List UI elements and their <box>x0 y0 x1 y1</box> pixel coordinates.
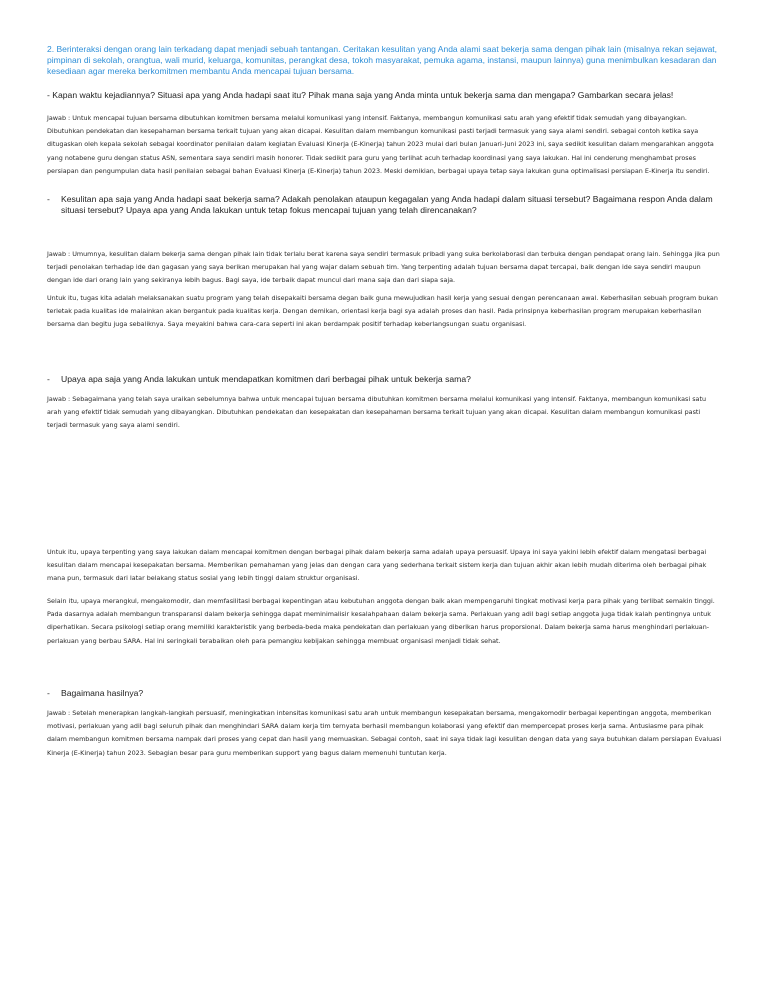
answer-efforts-part-3: Selain itu, upaya merangkul, mengakomodir, dan memfasilitasi berbagai kepentingan atau kebutuhan anggota dengan baik akan mempengaruhi tingkat motivasi kerja para pihak yang terlibat semakin tinggi. Pada dasarnya adalah membangun transparansi dalam bekerja sehingga dapat meminimalisir kesalahpahaan dalam bekerja sama. Perlakuan yang adil bagi setiap anggota juga tidak kalah pentingnya untuk diperhatikan. Secara psikologi setiap orang memiliki karakteristik yang berbeda-beda maka pendekatan dan perlakuan yang diberikan harus proporsional. Dalam bekerja sama harus menghindari perlakuan-perlakuan yang berbau SARA. Hal ini seringkali terabaikan oleh para pemangku kebijakan sehingga membuat organisasi menjadi tidak sehat. <box>47 597 715 645</box>
question-2-heading: 2. Berinteraksi dengan orang lain terkadang dapat menjadi sebuah tantangan. Ceritakan kesulitan yang Anda alami saat bekerja sama dengan pihak lain (misalnya rekan sejawat, pimpinan di sekolah, orangtua, wali murid, keluarga, komunitas, perangkat desa, tokoh masyarakat, pemuka agama, instansi, maupun lainnya) guna menimbulkan kesadaran dan kesediaan agar mereka berkomitmen membantu Anda mencapai tujuan bersama. <box>47 44 718 77</box>
answer-difficulties-part-1: Jawab : Umumnya, kesulitan dalam bekerja sama dengan pihak lain tidak terlalu berat karena saya sendiri termasuk pribadi yang suka berkolaborasi dan terbuka dengan pendapat orang lain. Sehingga jika pun terjadi penolakan terhadap ide dan gagasan yang saya berikan merupakan hal yang wajar dalam sebuah tim. Yang terpenting adalah tujuan bersama dapat tercapai, baik dengan ide saya sendiri maupun dengan ide dari orang lain yang sekiranya lebih bagus. Bagi saya, ide terbaik dapat muncul dari mana saja dan dari siapa saja. <box>47 250 720 285</box>
bullet-dash: - <box>47 194 50 204</box>
question-efforts <box>47 374 727 385</box>
question-when: - Kapan waktu kejadiannya? Situasi apa yang Anda hadapi saat itu? Pihak mana saja yang Anda minta untuk bekerja sama dan mengapa? Gambarkan secara jelas! <box>47 90 674 100</box>
answer-efforts-part-1: Jawab : Sebagaimana yang telah saya uraikan sebelumnya bahwa untuk mencapai tujuan bersama dibutuhkan komitmen bersama melalui komunikasi yang intensif. Faktanya, membangun komunikasi satu arah yang efektif tidak semudah yang dibayangkan. Dibutuhkan pendekatan dan kesepakatan dan kesepahaman bersama terkait tujuan yang akan dicapai. Kesulitan dalam membangun komunikasi pasti terjadi termasuk yang saya alami sendiri. <box>47 395 706 430</box>
question-result <box>47 688 727 699</box>
answer-difficulties-part-2: Untuk itu, tugas kita adalah melaksanakan suatu program yang telah disepakaiti bersama degan baik guna mewujudkan hasil kerja yang sesuai dengan perencanaan awal. Keberhasilan sebuah program bukan terletak pada kualitas ide malainkan akan bergantuk pada kualitas kerja. Dengan demikan, orientasi kerja bagi sya adalah proses dan hasil. Pada prinsipnya keberhasilan program merupakan keberhasilan bersama dan begitu juga sebaliknya. Saya meyakini bahwa cara-cara seperti ini akan berdampak positif terhadap keberlangsungan suatu organisasi. <box>47 294 718 329</box>
answer-efforts-part-2: Untuk itu, upaya terpenting yang saya lakukan dalam mencapai komitmen dengan berbagai pihak dalam bekerja sama adalah upaya persuasif. Upaya ini saya yakini lebih efektif dalam mengatasi berbagai kesulitan dalam mencapai kesepakatan bersama. Memberikan pemahaman yang jelas dan dengan cara yang sederhana terkait sistem kerja dan tujuan akhir akan lebih mudah diterima oleh berbagai pihak mana pun, termasuk dari latar belakang status sosial yang lebih tinggi dalam struktur organisasi. <box>47 548 707 583</box>
bullet-dash: - <box>47 688 50 698</box>
question-efforts-text: Upaya apa saja yang Anda lakukan untuk mendapatkan komitmen dari berbagai pihak untuk bekerja sama? <box>61 374 471 384</box>
answer-result: Jawab : Setelah menerapkan langkah-langkah persuasif, meningkatkan intensitas komunikasi satu arah untuk membangun kesepakatan bersama, mengakomodir berbagai kepentingan anggota, memberikan motivasi, perlakuan yang adil bagi seluruh pihak dan menghindari SARA dalam kerja tim ternyata berhasil membangun kolaborasi yang efektif dan mempercepat proses kerja sama. Antusiasme para pihak dalam membangun komitmen bersama nampak dari proses yang cepat dan hasil yang memuaskan. Sebagai contoh, saat ini saya tidak lagi kesulitan dengan data yang saya butuhkan dalam persiapan Evaluasi Kinerja (E-Kinerja) tahun 2023. Sebagian besar para guru memberikan support yang bagus dalam memenuhi tuntutan kerja. <box>47 709 722 757</box>
bullet-dash: - <box>47 374 50 384</box>
question-difficulties <box>47 194 727 217</box>
question-result-text: Bagaimana hasilnya? <box>61 688 144 698</box>
answer-when: Jawab : Untuk mencapai tujuan bersama dibutuhkan komitmen bersama melalui komunikasi yang intensif. Faktanya, membangun komunikasi satu arah yang efektif tidak semudah yang dibayangkan. Dibutuhkan pendekatan dan kesepahaman bersama terkait tujuan yang akan dicapai. Kesulitan dalam membangun komunikasi pasti terjadi termasuk yang saya alami sendiri. sebagai contoh ketika saya ditugaskan oleh kepala sekolah sebagai koordinator penilaian dalam kegiatan Evaluasi Kinerja (E-Kinerja) tahun 2023 mulai dari bulan Januari-Juni 2023 ini, saya sedikit kesulitan dalam mengarahkan anggota yang notabene guru dengan status ASN, sementara saya sendiri masih honorer. Tidak sedikit para guru yang terlihat acuh terhadap koordinasi yang saya lakukan. Hal ini cenderung menghambat proses persiapan dan pengumpulan data hasil penilaian sebagai bahan Evaluasi Kinerja (E-Kinerja) tahun 2023. Meski demikian, berbagai upaya tetap saya lakukan guna optimalisasi persiapan E-Kinerja itu sendiri. <box>47 114 714 175</box>
question-difficulties-text: Kesulitan apa saja yang Anda hadapi saat bekerja sama? Adakah penolakan ataupun kegagalan yang Anda hadapi dalam situasi tersebut? Bagaimana respon Anda dalam situasi tersebut? Upaya apa yang Anda lakukan untuk tetap fokus mencapai tujuan yang telah direncanakan? <box>61 194 713 216</box>
